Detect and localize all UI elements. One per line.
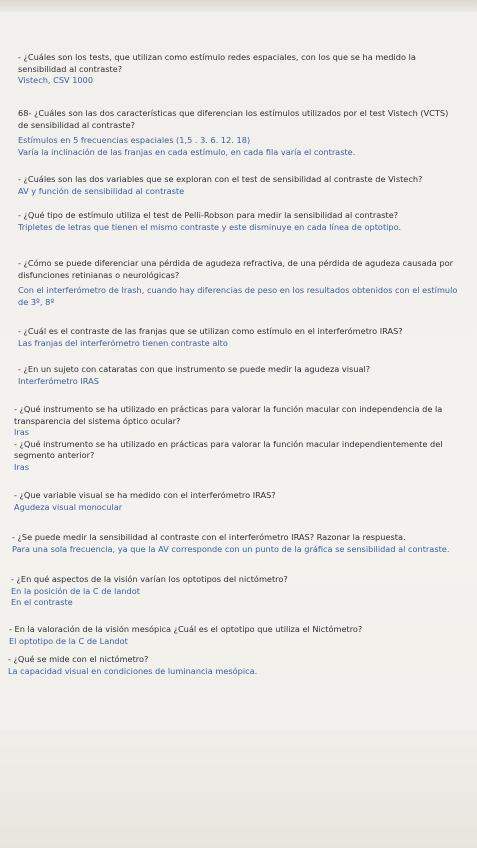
answer-text: Agudeza visual monocular [14, 501, 123, 512]
answer-text: AV y función de sensibilidad al contraste [18, 185, 185, 196]
answer-text: Tripletes de letras que tienen el mismo contraste y este disminuye en cada línea de optotipo. [18, 221, 402, 232]
qa-block-2 [18, 108, 458, 158]
question-text: - ¿Cuáles son las dos variables que se exploran con el test de sensibilidad al contraste de Vistech? [18, 174, 423, 184]
question-text: - En la valoración de la visión mesópica ¿Cuál es el optotipo que utiliza el Nictómetro? [9, 624, 363, 634]
qa-block-12 [9, 624, 449, 647]
question-text: - ¿Qué instrumento se ha utilizado en prácticas para valorar la función macular con independencia de la transparencia del sistema óptico ocular? [14, 404, 443, 426]
qa-block-10 [12, 532, 452, 555]
qa-block-1 [18, 52, 458, 87]
question-text: - ¿Que variable visual se ha medido con el interferómetro IRAS? [14, 490, 276, 500]
question-text: - ¿Se puede medir la sensibilidad al contraste con el interferómetro IRAS? Razonar la respuesta. [12, 532, 406, 542]
qa-block-8 [14, 404, 454, 473]
qa-block-9 [14, 490, 454, 513]
answer-text: Interferómetro IRAS [18, 375, 99, 386]
question-text: 68- ¿Cuáles son las dos características que diferencian los estímulos utilizados por el test Vistech (VCTS) de sensibilidad al contraste? [18, 108, 449, 130]
answer-text: En la posición de la C de landot [11, 585, 140, 596]
qa-block-5 [18, 258, 458, 308]
qa-block-11 [11, 574, 451, 609]
answer-text: Iras [14, 461, 30, 472]
answer-text: En el contraste [11, 597, 73, 607]
question-text: - ¿En qué aspectos de la visión varían los optotipos del nictómetro? [11, 574, 288, 584]
question-text: - ¿Cuál es el contraste de las franjas que se utilizan como estímulo en el interferómetro IRAS? [18, 326, 403, 336]
question-text: - ¿Qué se mide con el nictómetro? [8, 654, 149, 664]
answer-text: Vistech, CSV 1000 [18, 75, 94, 85]
question-text: - ¿Qué instrumento se ha utilizado en prácticas para valorar la función macular independientemente del segmento anterior? [14, 438, 443, 460]
answer-text: Con el interferómetro de Irash, cuando hay diferencias de peso en los resultados obtenidos con el estímulo de 3º, 8º [18, 285, 458, 307]
answer-text: Para una sola frecuencia, ya que la AV corresponde con un punto de la gráfica se sensibilidad al contraste. [12, 543, 450, 554]
answer-text: Iras [14, 427, 30, 437]
paper-bottom-area [0, 730, 477, 848]
qa-block-13 [8, 654, 448, 677]
answer-text: Las franjas del interferómetro tienen contraste alto [18, 337, 228, 348]
qa-block-6 [18, 326, 458, 349]
answer-text: El optotipo de la C de Landot [9, 635, 128, 646]
question-text: - ¿Cuáles son los tests, que utilizan como estímulo redes espaciales, con los que se ha medido la sensibilidad al contraste? [18, 52, 416, 74]
question-text: - ¿En un sujeto con cataratas con que instrumento se puede medir la agudeza visual? [18, 364, 371, 374]
question-text: - ¿Qué tipo de estímulo utiliza el test de Pelli-Robson para medir la sensibilidad al contraste? [18, 210, 399, 220]
qa-block-7 [18, 364, 458, 387]
answer-text: Varía la inclinación de las franjas en cada estímulo, en cada fila varía el contraste. [18, 146, 356, 157]
qa-block-4 [18, 210, 458, 233]
question-text: - ¿Cómo se puede diferenciar una pérdida de agudeza refractiva, de una pérdida de agudeza causada por disfunciones retinianas o neurológicas? [18, 258, 453, 280]
answer-text: La capacidad visual en condiciones de luminancia mesópica. [8, 665, 258, 676]
answer-text: Estímulos en 5 frecuencias espaciales (1,5 . 3. 6. 12. 18) [18, 135, 251, 145]
paper-top-edge [0, 0, 477, 12]
qa-block-3 [18, 174, 458, 197]
